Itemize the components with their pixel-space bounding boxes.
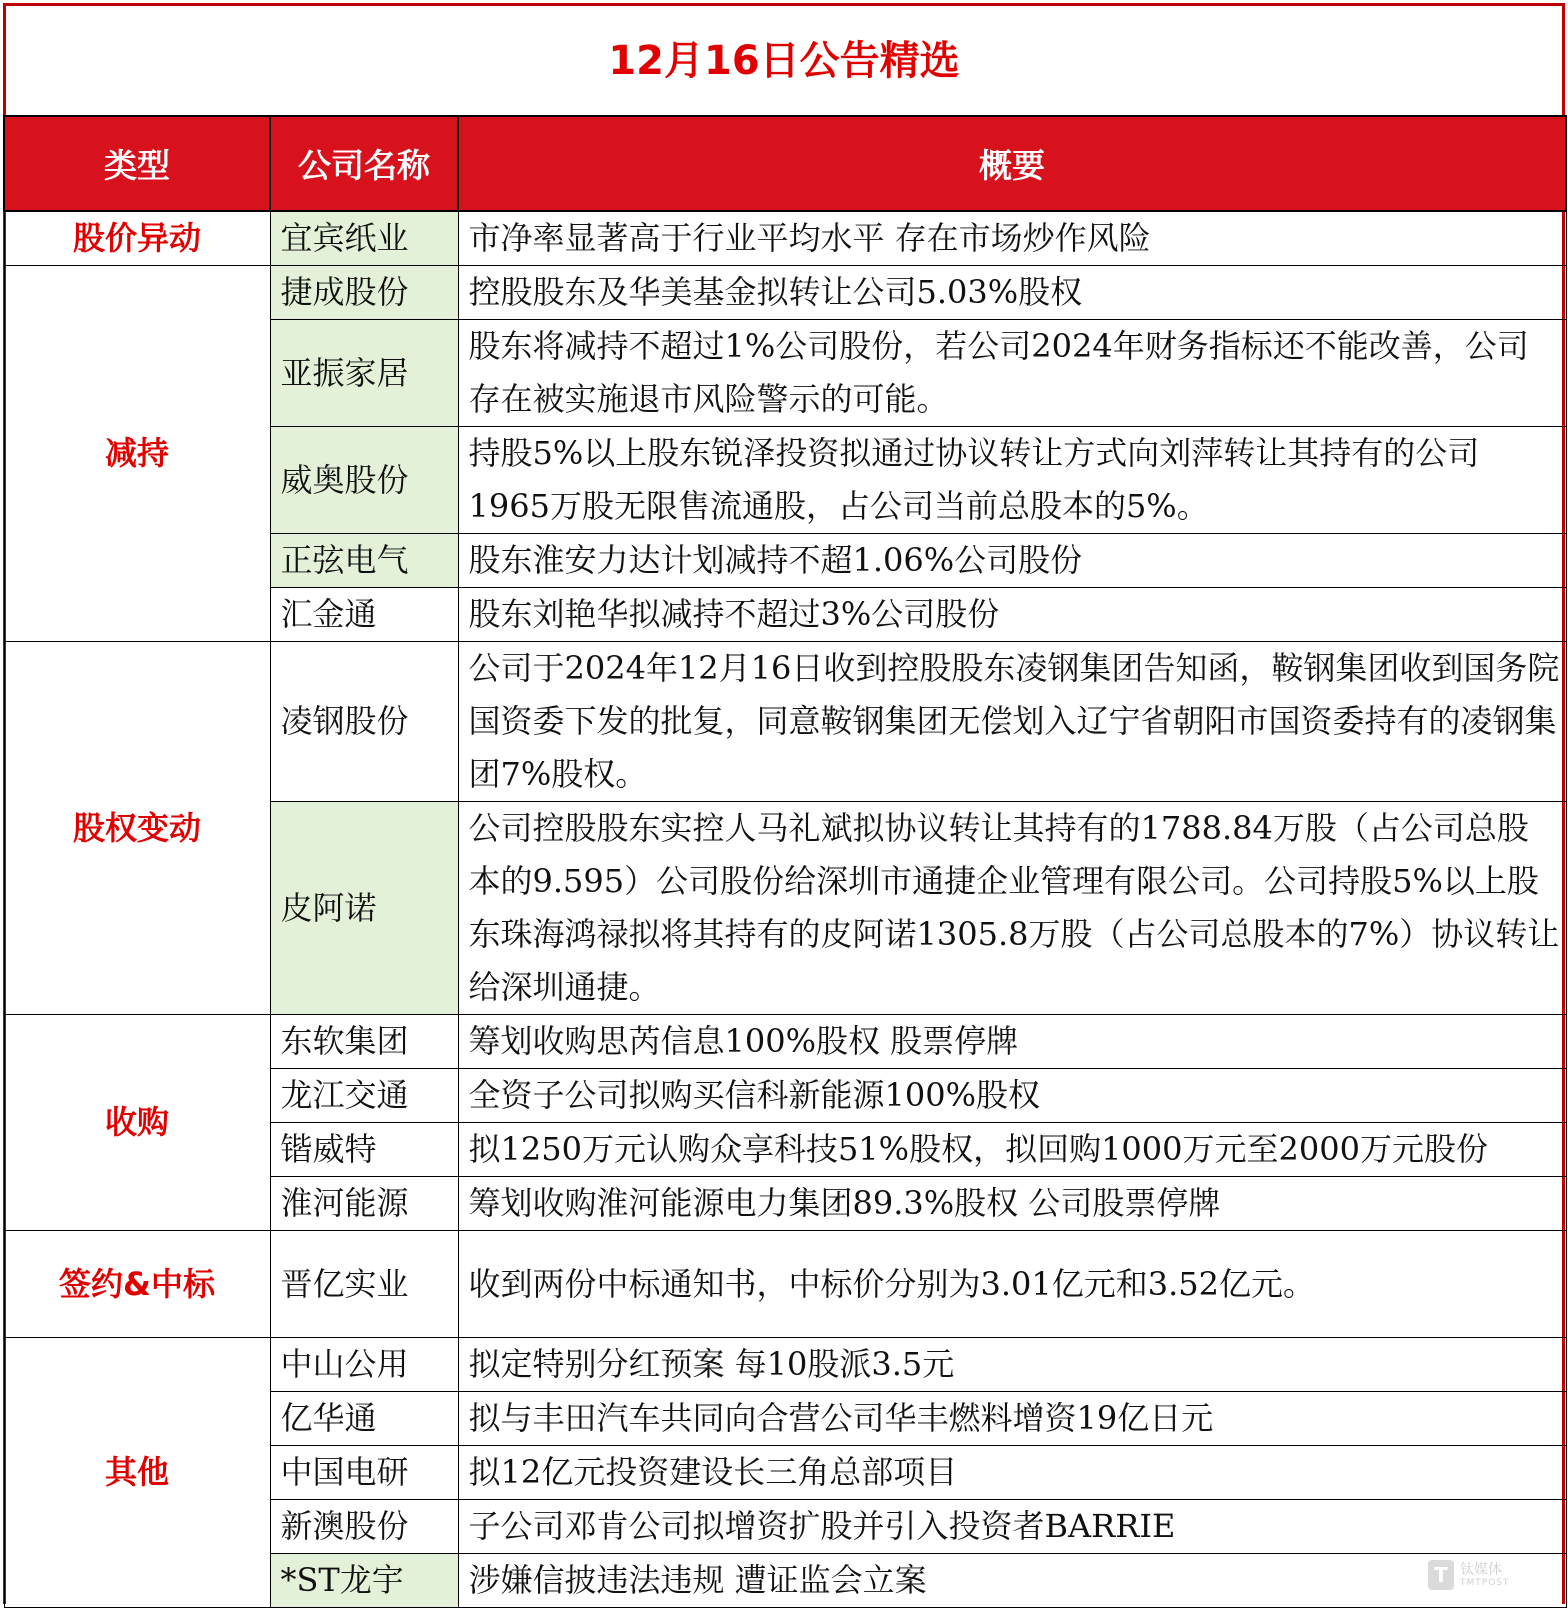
summary-cell: 股东刘艳华拟减持不超过3%公司股份 — [458, 588, 1566, 642]
tmtpost-watermark — [1428, 1555, 1528, 1595]
category-cell: 股价异动 — [4, 211, 270, 266]
summary-cell: 公司控股股东实控人马礼斌拟协议转让其持有的1788.84万股（占公司总股本的9.595）公司股份给深圳市通捷企业管理有限公司。公司持股5%以上股东珠海鸿禄拟将其持有的皮阿诺1305.8万股（占公司总股本的7%）协议转让给深圳通捷。 — [458, 802, 1566, 1015]
watermark-en: TMTPOST — [1460, 1577, 1510, 1588]
table-row — [4, 1338, 1566, 1392]
category-cell: 收购 — [4, 1015, 270, 1231]
category-cell: 减持 — [4, 266, 270, 642]
company-cell: 东软集团 — [270, 1015, 458, 1069]
summary-cell: 公司于2024年12月16日收到控股股东凌钢集团告知函，鞍钢集团收到国务院国资委下发的批复，同意鞍钢集团无偿划入辽宁省朝阳市国资委持有的凌钢集团7%股权。 — [458, 642, 1566, 802]
summary-cell: 筹划收购思芮信息100%股权 股票停牌 — [458, 1015, 1566, 1069]
header-summary: 概要 — [458, 116, 1566, 211]
table-row — [4, 642, 1566, 802]
table-row — [4, 1015, 1566, 1069]
company-cell: 锴威特 — [270, 1123, 458, 1177]
summary-cell: 收到两份中标通知书，中标价分别为3.01亿元和3.52亿元。 — [458, 1231, 1566, 1338]
summary-cell: 拟12亿元投资建设长三角总部项目 — [458, 1446, 1566, 1500]
summary-cell: 持股5%以上股东锐泽投资拟通过协议转让方式向刘萍转让其持有的公司1965万股无限售流通股，占公司当前总股本的5%。 — [458, 427, 1566, 534]
company-cell: 宜宾纸业 — [270, 211, 458, 266]
company-cell: 汇金通 — [270, 588, 458, 642]
company-cell: 淮河能源 — [270, 1177, 458, 1231]
announcement-table — [3, 115, 1567, 1608]
company-cell: 凌钢股份 — [270, 642, 458, 802]
company-cell: 捷成股份 — [270, 266, 458, 320]
company-cell: 新澳股份 — [270, 1500, 458, 1554]
company-cell: 中国电研 — [270, 1446, 458, 1500]
company-cell: 龙江交通 — [270, 1069, 458, 1123]
company-cell: 威奥股份 — [270, 427, 458, 534]
tmtpost-logo-icon: T — [1428, 1560, 1454, 1590]
category-cell: 股权变动 — [4, 642, 270, 1015]
summary-cell: 股东将减持不超过1%公司股份，若公司2024年财务指标还不能改善，公司存在被实施退市风险警示的可能。 — [458, 320, 1566, 427]
company-cell: 正弦电气 — [270, 534, 458, 588]
header-type: 类型 — [4, 116, 270, 211]
table-row — [4, 1231, 1566, 1338]
summary-cell: 拟1250万元认购众享科技51%股权，拟回购1000万元至2000万元股份 — [458, 1123, 1566, 1177]
summary-cell: 拟与丰田汽车共同向合营公司华丰燃料增资19亿日元 — [458, 1392, 1566, 1446]
company-cell: 亚振家居 — [270, 320, 458, 427]
table-header-row — [4, 116, 1566, 211]
summary-cell: 股东淮安力达计划减持不超1.06%公司股份 — [458, 534, 1566, 588]
company-cell: 中山公用 — [270, 1338, 458, 1392]
page-title: 12月16日公告精选 — [608, 38, 960, 84]
header-company: 公司名称 — [270, 116, 458, 211]
category-cell: 签约&中标 — [4, 1231, 270, 1338]
summary-cell: 拟定特别分红预案 每10股派3.5元 — [458, 1338, 1566, 1392]
table-row — [4, 211, 1566, 266]
table-row — [4, 266, 1566, 320]
summary-cell: 全资子公司拟购买信科新能源100%股权 — [458, 1069, 1566, 1123]
company-cell: 皮阿诺 — [270, 802, 458, 1015]
summary-cell: 涉嫌信披违法违规 遭证监会立案 — [458, 1554, 1566, 1608]
summary-cell: 控股股东及华美基金拟转让公司5.03%股权 — [458, 266, 1566, 320]
watermark-cn: 钛媒体 — [1460, 1561, 1502, 1578]
category-cell: 其他 — [4, 1338, 270, 1608]
summary-cell: 筹划收购淮河能源电力集团89.3%股权 公司股票停牌 — [458, 1177, 1566, 1231]
company-cell: 晋亿实业 — [270, 1231, 458, 1338]
summary-cell: 子公司邓肯公司拟增资扩股并引入投资者BARRIE — [458, 1500, 1566, 1554]
company-cell: *ST龙宇 — [270, 1554, 458, 1608]
company-cell: 亿华通 — [270, 1392, 458, 1446]
summary-cell: 市净率显著高于行业平均水平 存在市场炒作风险 — [458, 211, 1566, 266]
